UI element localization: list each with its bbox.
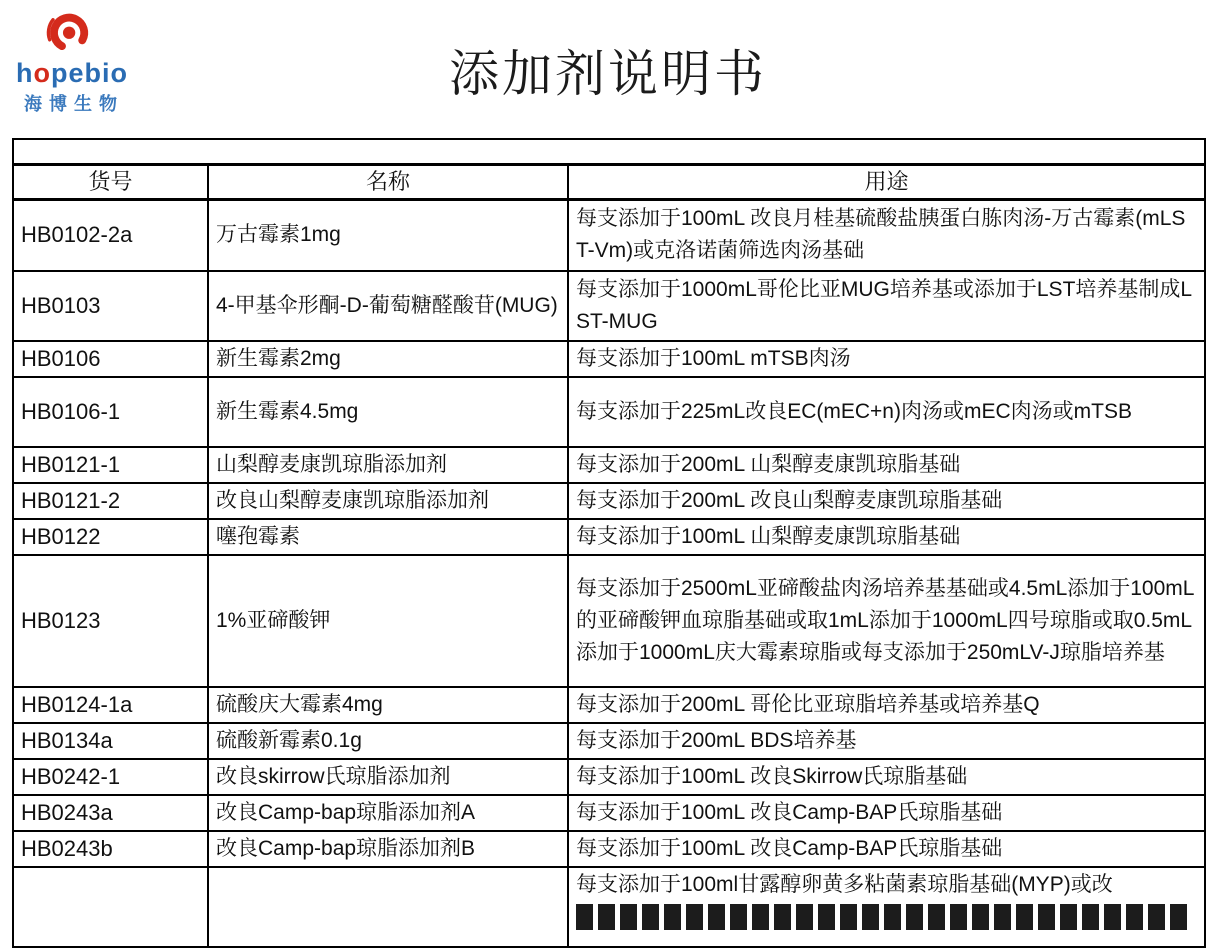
table-row <box>13 341 1205 377</box>
additives-table-body <box>13 139 1205 947</box>
name-cell: 硫酸新霉素0.1g <box>208 723 568 759</box>
table-row <box>13 519 1205 555</box>
table-row <box>13 831 1205 867</box>
table-row <box>13 483 1205 519</box>
name-cell: 山梨醇麦康凯琼脂添加剂 <box>208 447 568 483</box>
name-cell: 噻孢霉素 <box>208 519 568 555</box>
usage-cell: 每支添加于100ml甘露醇卵黄多粘菌素琼脂基础(MYP)或改 <box>568 867 1205 947</box>
header-usage: 用途 <box>568 164 1205 199</box>
table-row <box>13 723 1205 759</box>
name-cell: 新生霉素2mg <box>208 341 568 377</box>
usage-cell: 每支添加于2500mL亚碲酸盐肉汤培养基基础或4.5mL添加于100mL的亚碲酸钾血琼脂基础或取1mL添加于1000mL四号琼脂或取0.5mL添加于1000mL庆大霉素琼脂或每支添加于250mLV-J琼脂培养基 <box>568 555 1205 687</box>
usage-cell: 每支添加于200mL 哥伦比亚琼脂培养基或培养基Q <box>568 687 1205 723</box>
name-cell: 1%亚碲酸钾 <box>208 555 568 687</box>
catalog-cell: HB0243a <box>13 795 208 831</box>
catalog-cell: HB0122 <box>13 519 208 555</box>
table-row <box>13 199 1205 271</box>
name-cell: 改良skirrow氏琼脂添加剂 <box>208 759 568 795</box>
catalog-cell: HB0242-1 <box>13 759 208 795</box>
usage-cell: 每支添加于1000mL哥伦比亚MUG培养基或添加于LST培养基制成LST-MUG <box>568 271 1205 341</box>
name-cell: 改良Camp-bap琼脂添加剂A <box>208 795 568 831</box>
table-row <box>13 795 1205 831</box>
name-cell: 万古霉素1mg <box>208 199 568 271</box>
catalog-cell: HB0134a <box>13 723 208 759</box>
name-cell: 改良Camp-bap琼脂添加剂B <box>208 831 568 867</box>
table-row <box>13 687 1205 723</box>
catalog-cell: HB0121-2 <box>13 483 208 519</box>
catalog-cell: HB0106-1 <box>13 377 208 447</box>
catalog-cell: HB0124-1a <box>13 687 208 723</box>
catalog-cell: HB0243b <box>13 831 208 867</box>
table-row <box>13 271 1205 341</box>
additives-table <box>12 138 1206 948</box>
catalog-cell <box>13 867 208 947</box>
page-title: 添加剂说明书 <box>449 46 767 102</box>
name-cell: 4-甲基伞形酮-D-葡萄糖醛酸苷(MUG) <box>208 271 568 341</box>
empty-top-row <box>13 139 1205 164</box>
header-name: 名称 <box>208 164 568 199</box>
usage-cell: 每支添加于200mL BDS培养基 <box>568 723 1205 759</box>
catalog-cell: HB0103 <box>13 271 208 341</box>
usage-cell: 每支添加于100mL 改良Camp-BAP氏琼脂基础 <box>568 795 1205 831</box>
empty-cell <box>13 139 1205 164</box>
usage-cell: 每支添加于225mL改良EC(mEC+n)肉汤或mEC肉汤或mTSB <box>568 377 1205 447</box>
catalog-cell: HB0121-1 <box>13 447 208 483</box>
usage-cell: 每支添加于100mL 改良月桂基硫酸盐胰蛋白胨肉汤-万古霉素(mLST-Vm)或克洛诺菌筛选肉汤基础 <box>568 199 1205 271</box>
table-row <box>13 555 1205 687</box>
usage-cell: 每支添加于200mL 改良山梨醇麦康凯琼脂基础 <box>568 483 1205 519</box>
name-cell: 改良山梨醇麦康凯琼脂添加剂 <box>208 483 568 519</box>
table-header-row <box>13 164 1205 199</box>
name-cell: 新生霉素4.5mg <box>208 377 568 447</box>
cutoff-text-fragment <box>576 904 1191 930</box>
usage-cell: 每支添加于100mL 改良Skirrow氏琼脂基础 <box>568 759 1205 795</box>
table-row <box>13 447 1205 483</box>
usage-cell: 每支添加于100mL 改良Camp-BAP氏琼脂基础 <box>568 831 1205 867</box>
header-catalog: 货号 <box>13 164 208 199</box>
logo-wordmark: hopebio <box>16 58 129 88</box>
logo-chinese-name: 海博生物 <box>24 94 124 114</box>
catalog-cell: HB0106 <box>13 341 208 377</box>
name-cell: 硫酸庆大霉素4mg <box>208 687 568 723</box>
table-row <box>13 377 1205 447</box>
name-cell <box>208 867 568 947</box>
additives-table-wrap <box>12 138 1204 948</box>
usage-cell: 每支添加于100mL 山梨醇麦康凯琼脂基础 <box>568 519 1205 555</box>
usage-cell: 每支添加于200mL 山梨醇麦康凯琼脂基础 <box>568 447 1205 483</box>
table-row <box>13 759 1205 795</box>
table-row <box>13 867 1205 947</box>
usage-cell: 每支添加于100mL mTSB肉汤 <box>568 341 1205 377</box>
catalog-cell: HB0102-2a <box>13 199 208 271</box>
catalog-cell: HB0123 <box>13 555 208 687</box>
